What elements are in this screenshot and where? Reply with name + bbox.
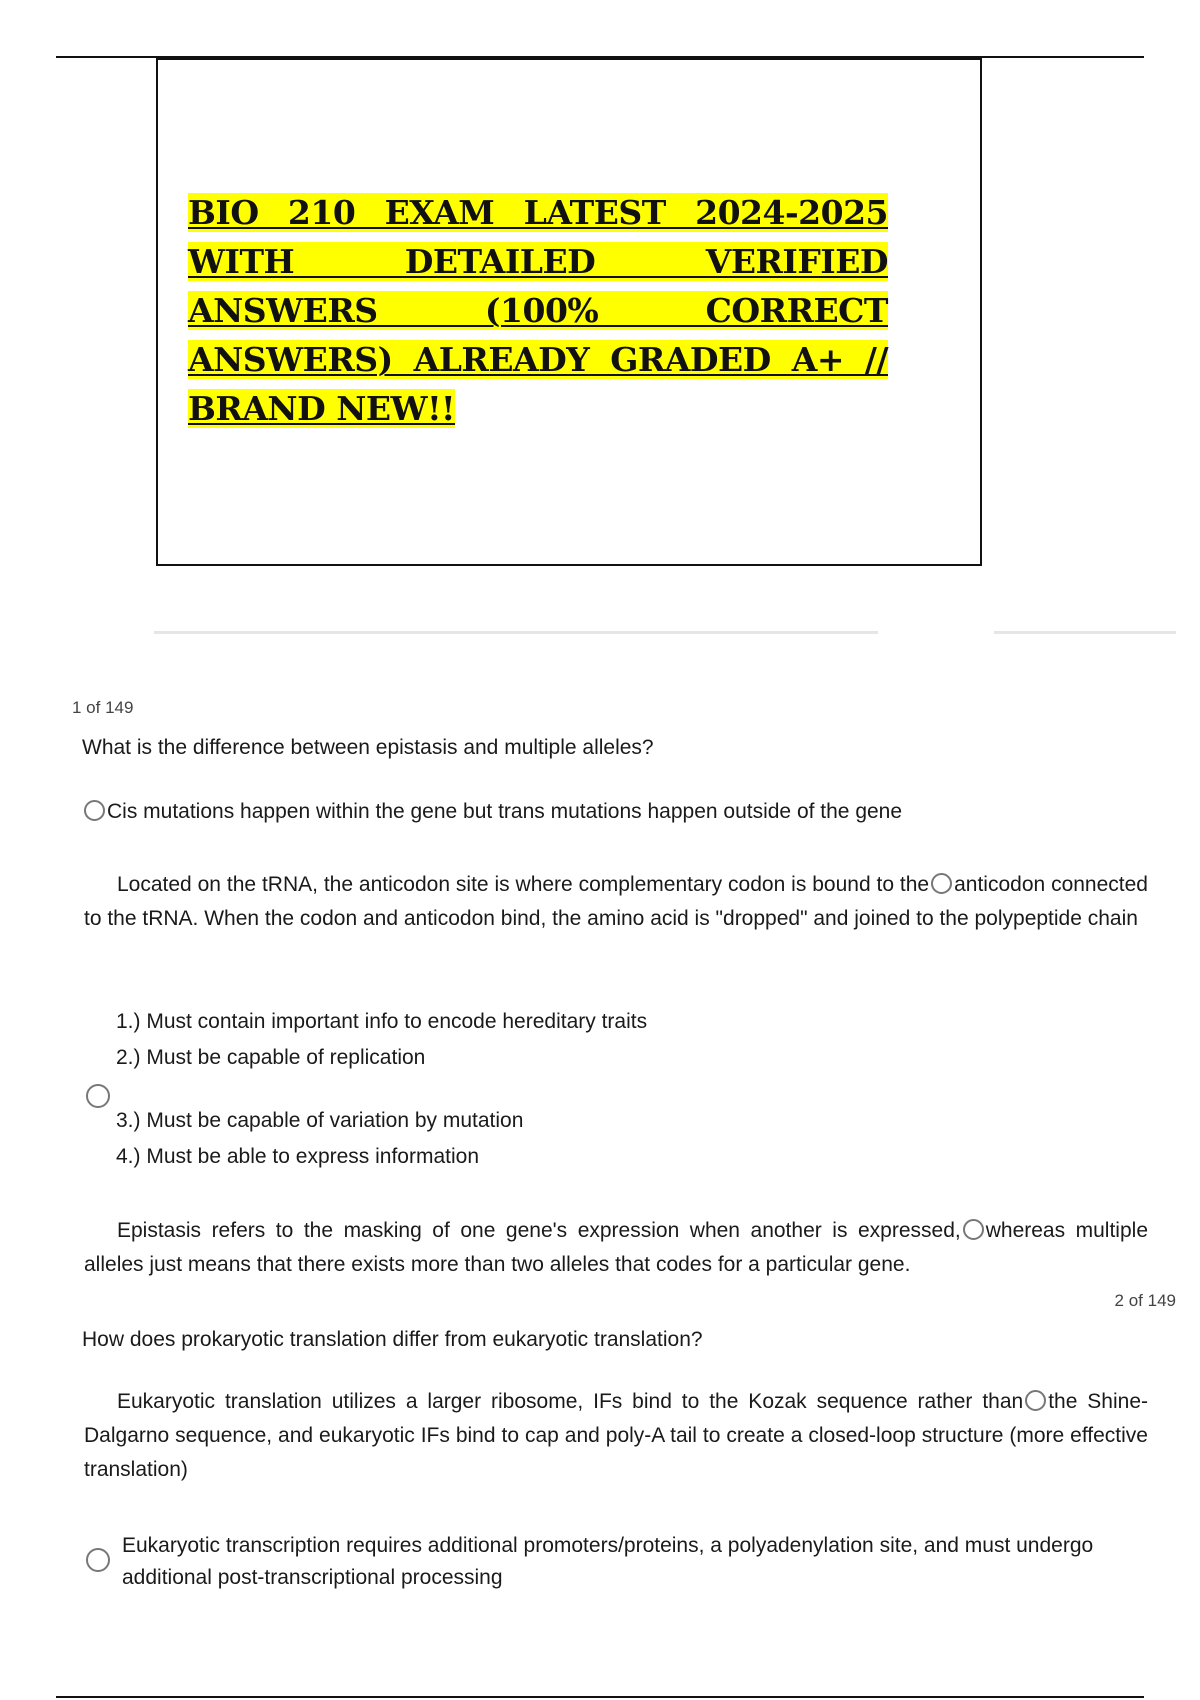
question-counter: 1 of 149 [72, 698, 134, 717]
answer-option[interactable] [122, 1530, 1102, 1594]
separator-left [154, 631, 878, 634]
question-text: How does prokaryotic translation differ from eukaryotic translation? [82, 1328, 703, 1351]
radio-button-icon[interactable] [84, 800, 105, 821]
bottom-rule [56, 1696, 1144, 1698]
answer-option[interactable] [84, 1385, 1148, 1487]
answer-option-text: the Shine-Dalgarno sequence, and eukaryotic IFs bind to cap and poly-A tail to create a closed-loop structure (more effective translation) [84, 1390, 1149, 1481]
list-item: 1.) Must contain important info to encode hereditary traits [116, 1010, 648, 1033]
answer-option[interactable] [84, 1214, 1148, 1282]
list-item: 4.) Must be able to express information [116, 1145, 480, 1168]
answer-option-text: Located on the tRNA, the anticodon site is where complementary codon is bound to the [117, 873, 930, 896]
question-counter: 2 of 149 [1114, 1291, 1176, 1310]
radio-button-icon[interactable] [1025, 1390, 1046, 1411]
radio-button-icon[interactable] [963, 1219, 984, 1240]
question-text: What is the difference between epistasis and multiple alleles? [82, 736, 654, 759]
title-box [156, 58, 982, 566]
radio-button-icon[interactable] [931, 873, 952, 894]
radio-button-icon[interactable] [86, 1084, 110, 1108]
answer-option-text: Cis mutations happen within the gene but trans mutations happen outside of the gene [107, 800, 903, 823]
answer-option-text: anticodon connected to the tRNA. When the codon and anticodon bind, the amino acid is "dropped" and joined to the polypeptide chain [84, 873, 1148, 930]
list-item: 3.) Must be capable of variation by mutation [116, 1109, 524, 1132]
list-item: 2.) Must be capable of replication [116, 1046, 426, 1069]
answer-option-text: Eukaryotic transcription requires additional promoters/proteins, a polyadenylation site, and must undergo additional post-transcriptional processing [122, 1534, 1094, 1589]
answer-option[interactable] [84, 868, 1148, 936]
answer-option[interactable] [82, 795, 902, 829]
answer-option-text: Eukaryotic translation utilizes a larger ribosome, IFs bind to the Kozak sequence rather than [117, 1390, 1024, 1413]
answer-option-text: Epistasis refers to the masking of one gene's expression when another is expressed, [117, 1219, 961, 1242]
radio-button-icon[interactable] [86, 1548, 110, 1572]
document-title: BIO 210 EXAM LATEST 2024-2025 WITH DETAILED VERIFIED ANSWERS (100% CORRECT ANSWERS) ALREADY GRADED A+ // BRAND NEW!! [188, 193, 888, 428]
separator-right [994, 631, 1176, 634]
answer-option-text: whereas multiple alleles just means that there exists more than two alleles that codes for a particular gene. [84, 1219, 1148, 1276]
